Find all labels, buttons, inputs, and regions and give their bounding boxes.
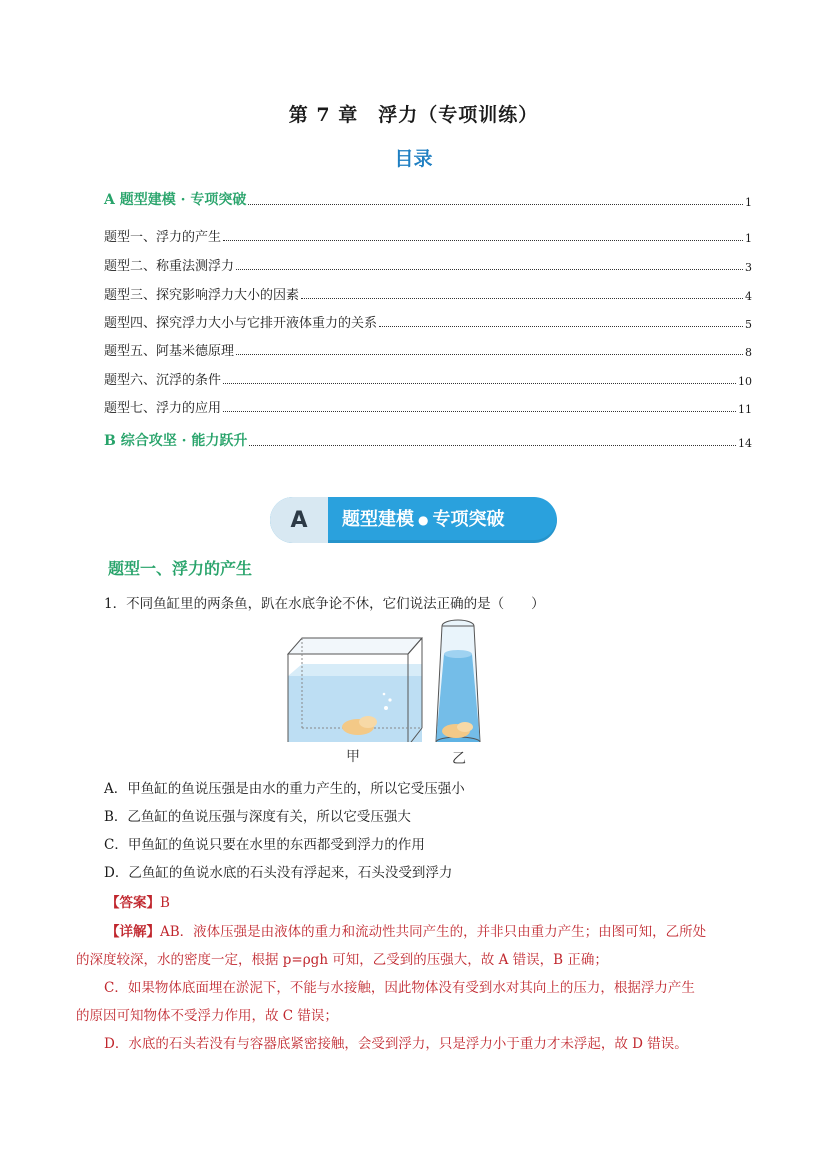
- toc-entry-label: 题型一、浮力的产生: [104, 230, 222, 245]
- option-d: D．乙鱼缸的鱼说水底的石头没有浮起来，石头没受到浮力: [104, 865, 453, 881]
- toc-entry-label: A 题型建模 · 专项突破: [104, 192, 247, 208]
- toc-entry-1[interactable]: [104, 225, 752, 245]
- toc-leader-dots: [248, 203, 743, 205]
- toc-entry-6[interactable]: [104, 368, 752, 388]
- banner-title-left: 题型建模: [342, 509, 414, 530]
- toc-entry-4[interactable]: [104, 311, 752, 331]
- option-c: C．甲鱼缸的鱼说只要在水里的东西都受到浮力的作用: [104, 837, 425, 853]
- toc-entry-label: 题型三、探究影响浮力大小的因素: [104, 288, 300, 303]
- toc-entry-page: 4: [745, 290, 752, 303]
- toc-entry-page: 10: [738, 375, 752, 388]
- explanation-line-1: [106, 920, 706, 940]
- option-b: B．乙鱼缸的鱼说压强与深度有关，所以它受压强大: [104, 809, 411, 825]
- explanation-line-3: C．如果物体底面埋在淤泥下，不能与水接触，因此物体没有受到水对其向上的压力，根据浮力产生: [104, 980, 695, 996]
- toc-entry-5[interactable]: [104, 339, 752, 359]
- toc-leader-dots: [236, 268, 743, 270]
- toc-leader-dots: [236, 353, 743, 355]
- answer-label: 【答案】: [106, 895, 160, 911]
- toc-entry-label: 题型六、沉浮的条件: [104, 373, 222, 388]
- section-title: 题型一、浮力的产生: [108, 559, 253, 578]
- section-banner: [270, 497, 557, 543]
- toc-leader-dots: [223, 239, 743, 241]
- toc-entry-label: B 综合攻坚 · 能力跃升: [104, 433, 248, 449]
- question-stem: 1．不同鱼缸里的两条鱼，趴在水底争论不休，它们说法正确的是（ ）: [104, 596, 545, 612]
- figure-label-jia: 甲: [346, 749, 360, 765]
- explanation-line-5: D．水底的石头若没有与容器底紧密接触，会受到浮力，只是浮力小于重力才未浮起，故 D 错误。: [104, 1036, 688, 1052]
- banner-letter: A: [270, 497, 328, 543]
- answer-line: [106, 891, 170, 911]
- toc-entry-a[interactable]: [104, 189, 752, 209]
- tank-jia-icon: [288, 638, 422, 742]
- toc-entry-label: 题型二、称重法测浮力: [104, 259, 235, 274]
- toc-leader-dots: [223, 382, 736, 384]
- question-figure: [280, 618, 560, 767]
- banner-title-right: 专项突破: [432, 509, 505, 530]
- toc-entry-label: 题型七、浮力的应用: [104, 401, 222, 416]
- fish-tanks-illustration: [280, 618, 560, 742]
- toc-entry-page: 3: [745, 261, 752, 274]
- toc-heading: 目录: [394, 148, 433, 170]
- toc-leader-dots: [379, 325, 743, 327]
- answer-value: B: [160, 895, 170, 911]
- explanation-text: AB．液体压强是由液体的重力和流动性共同产生的，并非只由重力产生；由图可知，乙所处: [160, 924, 707, 940]
- toc-entry-3[interactable]: [104, 283, 752, 303]
- toc-entry-page: 5: [745, 318, 752, 331]
- tank-yi-icon: [436, 620, 480, 742]
- toc-entry-page: 1: [745, 196, 752, 209]
- toc-entry-7[interactable]: [104, 396, 752, 416]
- page-title: 第 7 章 浮力（专项训练）: [288, 104, 539, 126]
- bullet-dot-icon: ●: [418, 513, 429, 527]
- toc-entry-label: 题型四、探究浮力大小与它排开液体重力的关系: [104, 316, 378, 331]
- toc-entry-page: 11: [738, 403, 752, 416]
- explanation-line-2: 的深度较深，水的密度一定，根据 p=ρgh 可知，乙受到的压强大，故 A 错误，B 正确；: [76, 952, 608, 968]
- toc-entry-page: 8: [745, 346, 752, 359]
- toc-entry-2[interactable]: [104, 254, 752, 274]
- toc-leader-dots: [301, 297, 743, 299]
- option-a: A．甲鱼缸的鱼说压强是由水的重力产生的，所以它受压强小: [104, 781, 465, 797]
- toc-entry-page: 14: [738, 437, 752, 450]
- toc-leader-dots: [249, 444, 736, 446]
- explanation-label: 【详解】: [106, 924, 160, 940]
- toc-leader-dots: [223, 410, 736, 412]
- toc-entry-b[interactable]: [104, 430, 752, 450]
- banner-title: [342, 497, 504, 543]
- explanation-line-4: 的原因可知物体不受浮力作用，故 C 错误；: [76, 1008, 338, 1024]
- toc-entry-page: 1: [745, 232, 752, 245]
- figure-label-yi: 乙: [452, 751, 466, 767]
- toc-entry-label: 题型五、阿基米德原理: [104, 344, 235, 359]
